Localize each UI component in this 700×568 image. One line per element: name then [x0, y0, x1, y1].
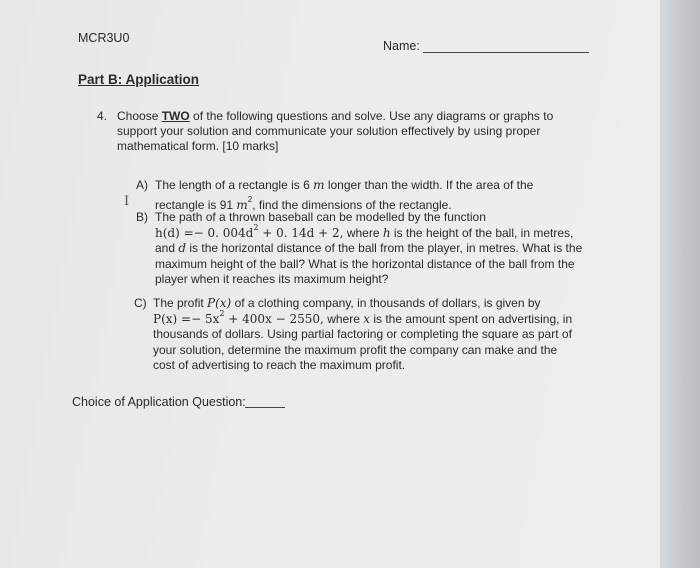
option-c-line-5: cost of advertising to reach the maximum profit.	[153, 358, 406, 372]
text-cursor-icon: I	[124, 194, 130, 209]
option-b-line-2: h(d) =− 0. $004d^2 + 0$. 14d + 2, where h is the height of the ball, in metres,	[155, 222, 574, 240]
option-b-line-3: and d is the horizontal distance of the ball from the player, in metres. What is the	[155, 241, 583, 255]
option-c-label: C)	[134, 296, 147, 310]
choice-blank-line	[245, 407, 285, 408]
option-a-line-2: rectangle is 91 $m^2$, find the dimensions of the rectangle.	[155, 194, 452, 212]
question-line-1: Choose TWO of the following questions and solve. Use any diagrams or graphs to	[117, 109, 554, 123]
option-c-equation: $P(x) =- 5x^2 + 400x - 2550$,	[153, 308, 324, 326]
question-text	[117, 109, 553, 154]
question-line-3: mathematical form. [10 marks]	[117, 139, 279, 153]
option-c-line-3: thousands of dollars. Using partial factoring or completing the square as part of	[153, 327, 572, 341]
option-a-text	[155, 178, 533, 213]
option-c-line-2: $P(x) =- 5x^2 + 400x - 2550$, where x is the amount spent on advertising, in	[153, 308, 573, 326]
option-c-text	[153, 296, 572, 374]
emphasis-two: TWO	[161, 109, 190, 123]
choice-label: Choice of Application Question:	[72, 395, 246, 409]
option-a-line-1: The length of a rectangle is 6 m longer than the width. If the area of the	[155, 178, 534, 192]
option-b-equation: h(d) =− 0. $004d^2 + 0$. 14d + 2,	[155, 222, 344, 240]
option-b-label: B)	[136, 210, 148, 224]
option-b-line-1: The path of a thrown baseball can be modelled by the function	[155, 210, 486, 224]
question-line-2: support your solution and communicate your solution effectively by using proper	[117, 124, 541, 138]
option-b-text	[155, 210, 582, 288]
name-blank-line	[423, 52, 589, 53]
background-edge	[660, 0, 700, 568]
option-a-label: A)	[136, 178, 148, 192]
option-c-line-1: The profit P(x) of a clothing company, in thousands of dollars, is given by	[153, 296, 541, 310]
option-b-line-4: maximum height of the ball? What is the horizontal distance of the ball from the	[155, 256, 575, 271]
question-number: 4.	[97, 109, 108, 123]
name-label: Name:	[383, 39, 420, 53]
course-code: MCR3U0	[78, 31, 130, 45]
option-c-line-4: your solution, determine the maximum profit the company can make and the	[153, 342, 558, 357]
option-b-line-5: player when it reaches its maximum height?	[155, 272, 389, 286]
part-title: Part B: Application	[78, 72, 200, 87]
